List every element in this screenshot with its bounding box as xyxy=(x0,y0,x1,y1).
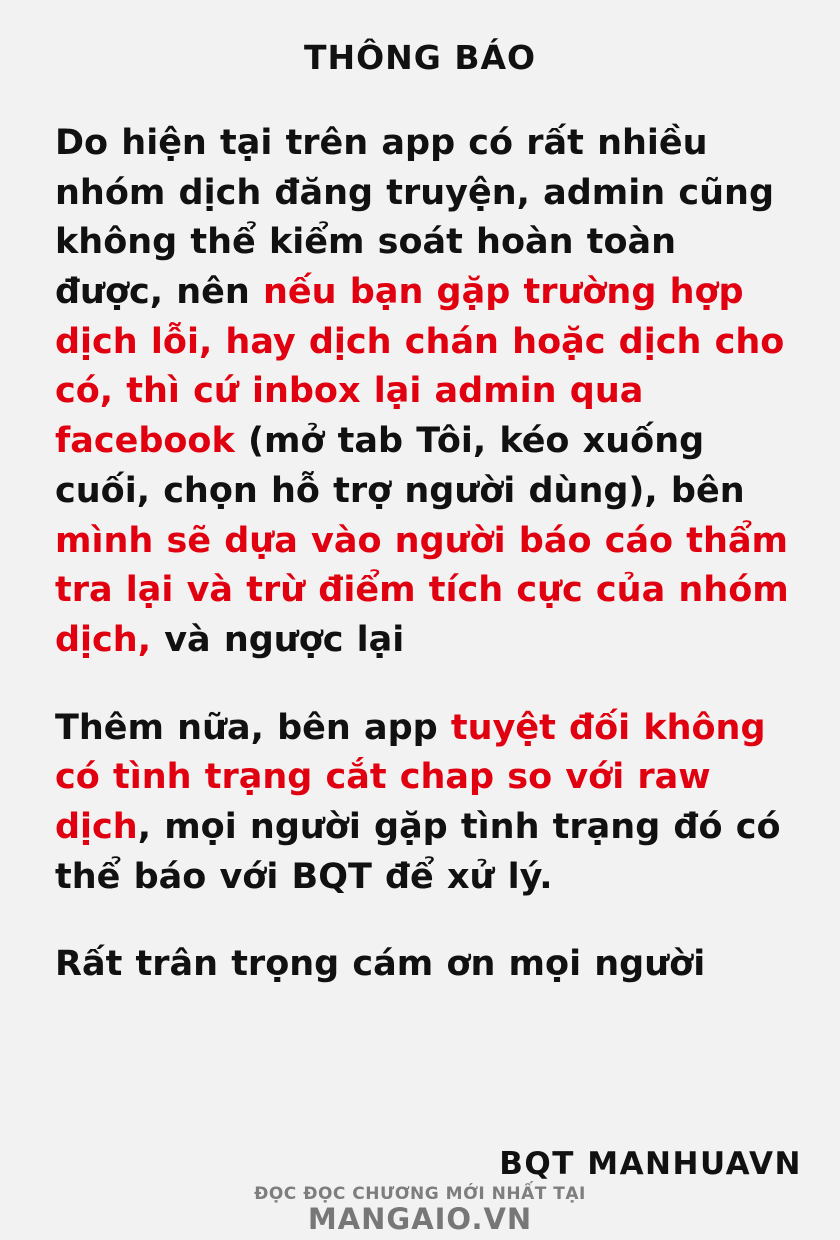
signature: BQT MANHUAVN xyxy=(499,1146,802,1182)
paragraph-1-segment-1: Do hiện tại trên app có rất nhiều nhóm dịch đăng truyện, admin cũng không thể kiểm soát hoàn toàn được, nên xyxy=(55,123,774,313)
paragraph-2 xyxy=(55,704,796,903)
paragraph-2-segment-3: , mọi người gặp tình trạng đó có thể báo với BQT để xử lý. xyxy=(55,806,781,897)
paragraph-1-segment-5: và ngược lại xyxy=(151,619,405,660)
watermark xyxy=(0,1184,840,1234)
watermark-line-2: MANGAIO.VN xyxy=(307,1201,533,1236)
paragraph-1 xyxy=(55,119,796,666)
watermark-line-1: ĐỌC ĐỌC CHƯƠNG MỚI NHẤT TẠI xyxy=(254,1183,586,1204)
paragraph-1-segment-3: (mở tab Tôi, kéo xuống cuối, chọn hỗ trợ người dùng), bên xyxy=(55,421,745,511)
paragraph-2-highlight-1: tuyệt đối không có tình trạng cắt chap so với raw dịch xyxy=(55,707,766,847)
paragraph-3: Rất trân trọng cám ơn mọi người xyxy=(55,944,706,985)
page-title: THÔNG BÁO xyxy=(303,38,537,77)
paragraph-1-highlight-2: mình sẽ dựa vào người báo cáo thẩm tra lại và trừ điểm tích cực của nhóm dịch, xyxy=(55,520,789,660)
paragraph-2-segment-1: Thêm nữa, bên app xyxy=(55,707,451,748)
paragraph-1-highlight-1: nếu bạn gặp trường hợp dịch lỗi, hay dịch chán hoặc dịch cho có, thì cứ inbox lại admin qua facebook xyxy=(55,272,785,462)
notice-body xyxy=(55,119,796,990)
